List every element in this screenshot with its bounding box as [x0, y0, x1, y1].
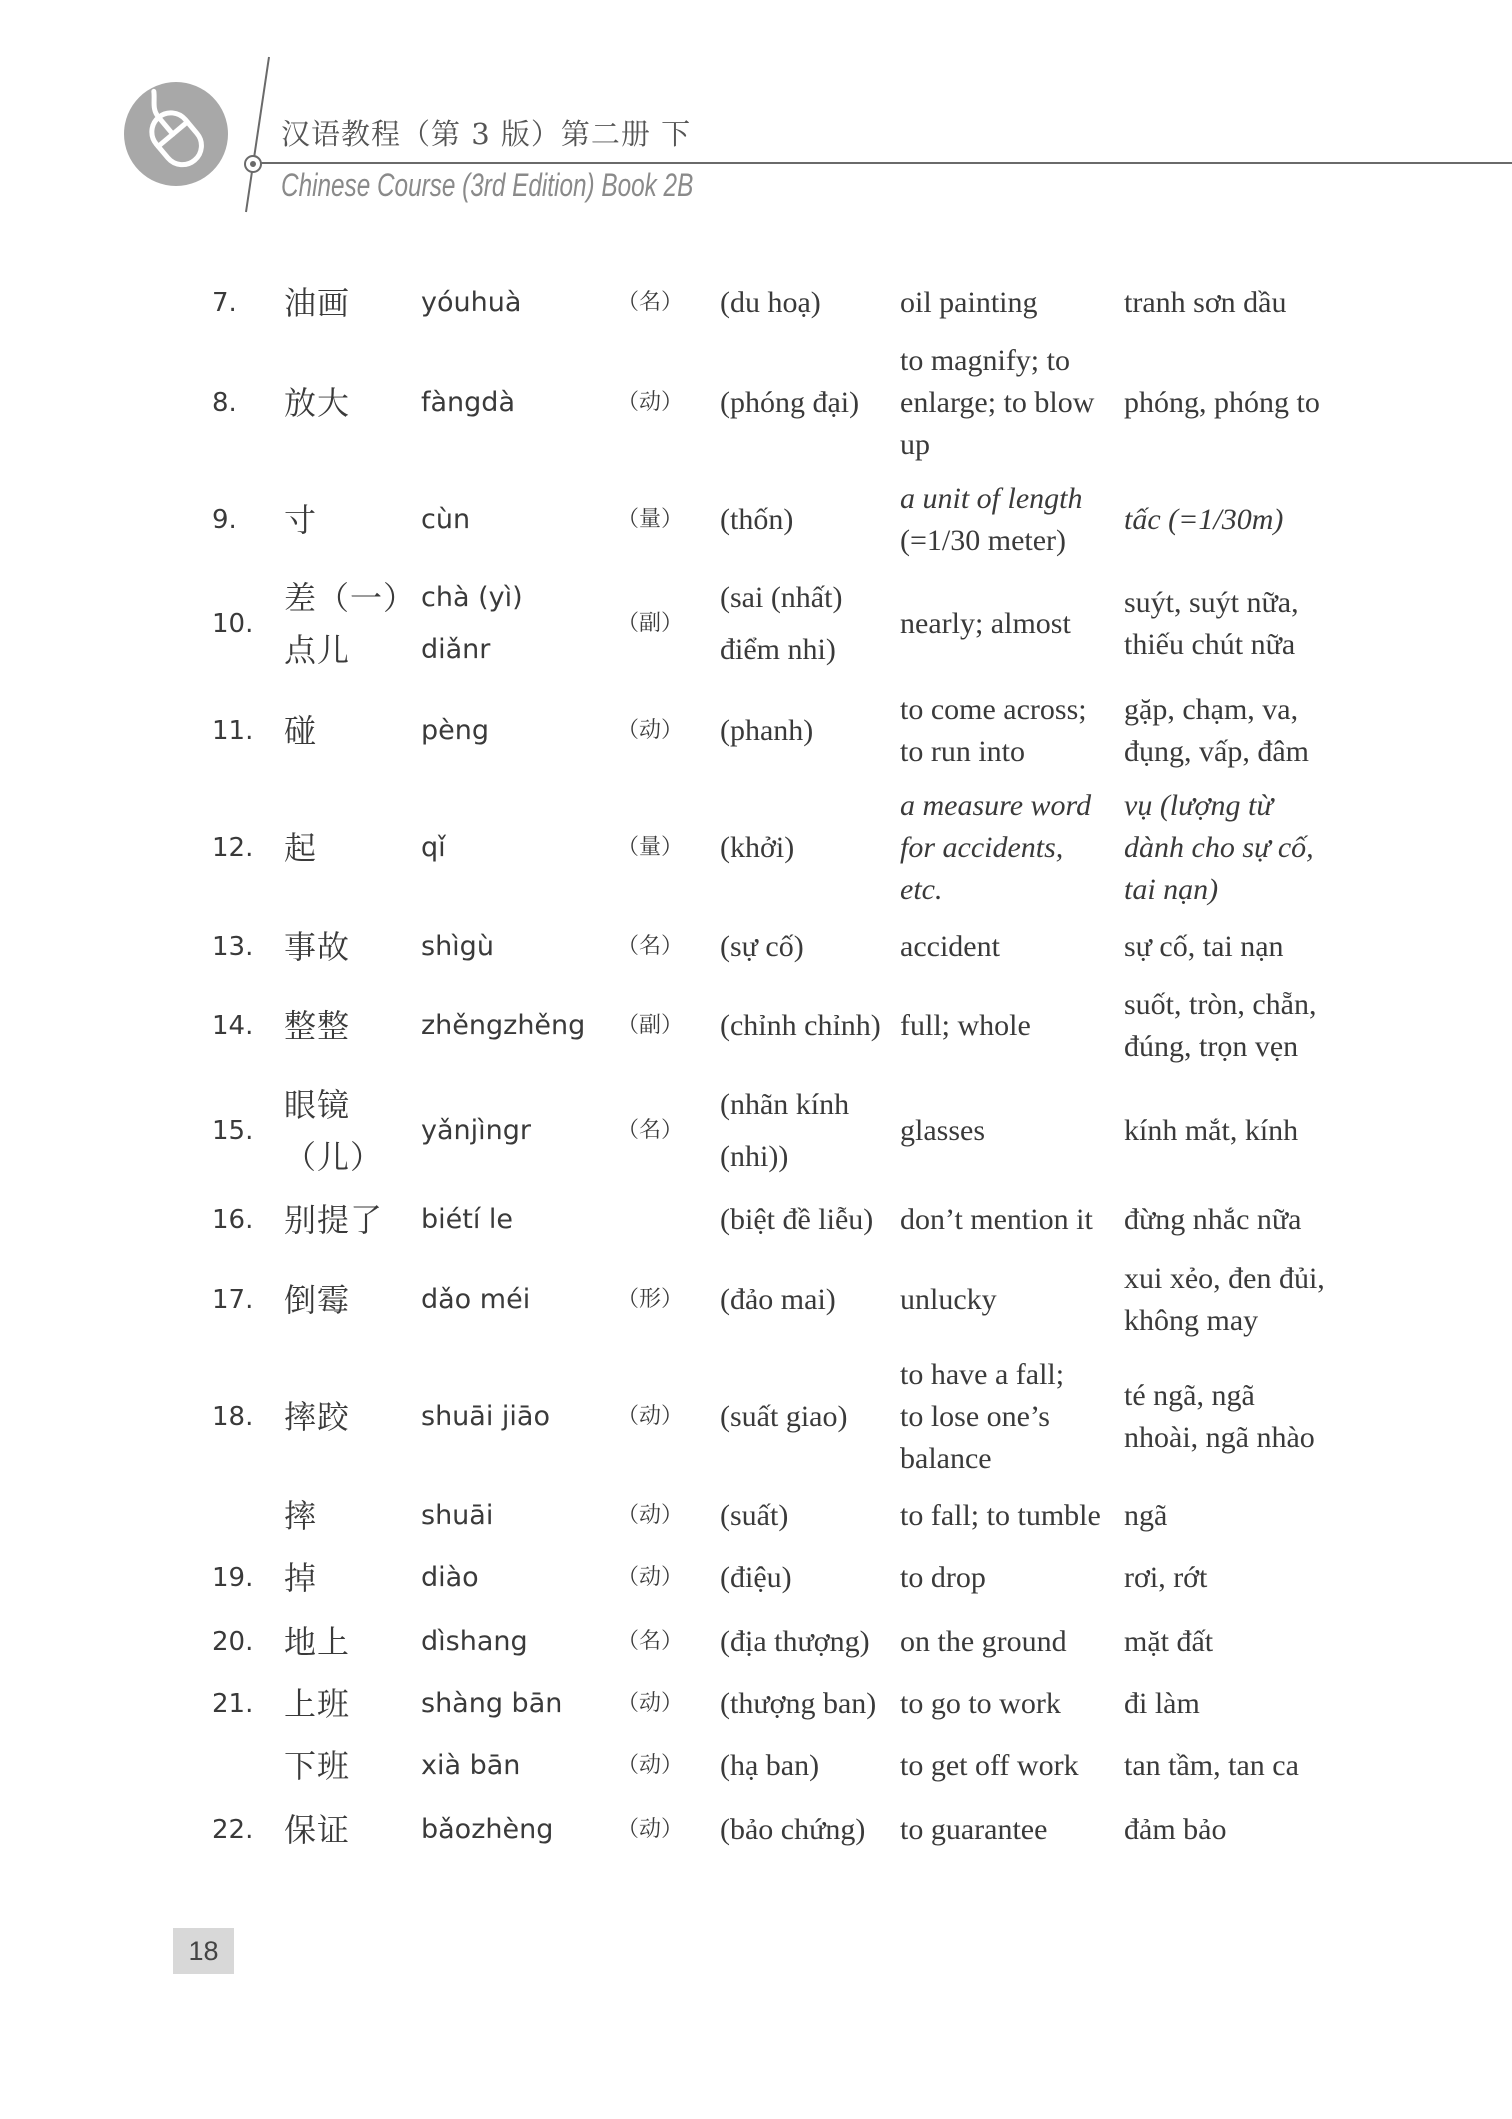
- part-of-speech: （形）: [617, 1287, 684, 1312]
- entry-number: 19.: [212, 1563, 254, 1593]
- english-meaning: unlucky: [900, 1283, 997, 1316]
- vocab-row: [0, 1076, 1512, 1186]
- pinyin-cell: [421, 1190, 616, 1250]
- entry-number: 8.: [212, 388, 237, 418]
- english-meaning-cell: [900, 1076, 1122, 1186]
- vocab-row: [0, 984, 1512, 1068]
- english-meaning: to guarantee: [900, 1813, 1048, 1846]
- book-title-chinese: 汉语教程（第 3 版）第二册 下: [281, 117, 692, 151]
- english-meaning: to come across; to run into: [900, 693, 1087, 768]
- vietnamese-meaning: phóng, phóng to: [1124, 386, 1320, 419]
- chinese-word: 差（一） 点儿: [284, 579, 417, 669]
- pinyin: cùn: [421, 504, 471, 535]
- chinese-word: 放大: [284, 384, 351, 422]
- vietnamese-meaning: đừng nhắc nữa: [1124, 1203, 1302, 1236]
- part-of-speech: （动）: [617, 1753, 684, 1778]
- sino-vietnamese-reading-cell: [720, 689, 898, 773]
- part-of-speech: （动）: [617, 390, 684, 415]
- vietnamese-meaning: rơi, rớt: [1124, 1561, 1208, 1594]
- sino-vietnamese-reading: (chỉnh chỉnh): [720, 1009, 881, 1042]
- part-of-speech-cell: [617, 340, 717, 466]
- part-of-speech: （量）: [617, 835, 684, 860]
- vocab-row: [0, 1548, 1512, 1608]
- sino-vietnamese-reading-cell: [720, 1486, 898, 1546]
- part-of-speech-cell: [617, 1258, 717, 1342]
- pinyin: bǎozhèng: [421, 1814, 554, 1845]
- english-meaning-cell: [900, 917, 1122, 977]
- entry-number-cell: [212, 1612, 282, 1672]
- english-meaning-cell: [900, 785, 1122, 911]
- entry-number-cell: [212, 1548, 282, 1608]
- vietnamese-meaning: gặp, chạm, va, đụng, vấp, đâm: [1124, 693, 1309, 768]
- entry-number: 12.: [212, 833, 254, 863]
- part-of-speech: （名）: [617, 934, 684, 959]
- pinyin-cell: [421, 1612, 616, 1672]
- english-meaning-cell: [900, 569, 1122, 679]
- vocab-row: [0, 569, 1512, 679]
- part-of-speech: （名）: [617, 1118, 684, 1143]
- part-of-speech-cell: [617, 1548, 717, 1608]
- entry-number-cell: [212, 689, 282, 773]
- sino-vietnamese-reading: (đảo mai): [720, 1283, 836, 1316]
- entry-number-cell: [212, 917, 282, 977]
- pinyin: yóuhuà: [421, 287, 522, 318]
- english-meaning: glasses: [900, 1114, 985, 1147]
- sino-vietnamese-reading: (địa thượng): [720, 1625, 870, 1658]
- vietnamese-meaning-cell: [1124, 917, 1454, 977]
- sino-vietnamese-reading: (sự cố): [720, 930, 804, 963]
- pinyin: dìshang: [421, 1626, 528, 1657]
- sino-vietnamese-reading-cell: [720, 1190, 898, 1250]
- vietnamese-meaning: xui xẻo, đen đủi, không may: [1124, 1262, 1325, 1337]
- entry-number: 22.: [212, 1815, 254, 1845]
- pinyin: fàngdà: [421, 387, 515, 418]
- sino-vietnamese-reading-cell: [720, 569, 898, 679]
- entry-number-cell: [212, 478, 282, 562]
- english-meaning-cell: [900, 1612, 1122, 1672]
- vocab-row: [0, 1354, 1512, 1480]
- vietnamese-meaning: đi làm: [1124, 1687, 1200, 1720]
- entry-number-cell: [212, 1354, 282, 1480]
- pinyin-cell: [421, 984, 616, 1068]
- sino-vietnamese-reading-cell: [720, 340, 898, 466]
- english-meaning-cell: [900, 1800, 1122, 1860]
- chinese-word-cell: [284, 689, 419, 773]
- chinese-word-cell: [284, 1548, 419, 1608]
- entry-number-cell: [212, 1800, 282, 1860]
- part-of-speech-cell: [617, 1076, 717, 1186]
- english-meaning-cell: [900, 1674, 1122, 1734]
- chinese-word-cell: [284, 1486, 419, 1546]
- part-of-speech-cell: [617, 1800, 717, 1860]
- entry-number-cell: [212, 1736, 282, 1796]
- sino-vietnamese-reading: (suất giao): [720, 1400, 848, 1433]
- sino-vietnamese-reading: (phóng đại): [720, 386, 860, 419]
- english-meaning: full; whole: [900, 1009, 1031, 1042]
- part-of-speech-cell: [617, 569, 717, 679]
- book-title-english: Chinese Course (3rd Edition) Book 2B: [281, 167, 694, 203]
- part-of-speech-cell: [617, 1612, 717, 1672]
- pinyin-cell: [421, 1800, 616, 1860]
- chinese-word-cell: [284, 1674, 419, 1734]
- vietnamese-meaning-cell: [1124, 1800, 1454, 1860]
- chinese-word-cell: [284, 478, 419, 562]
- pinyin-cell: [421, 689, 616, 773]
- english-meaning: to drop: [900, 1561, 986, 1594]
- vocab-row: [0, 478, 1512, 562]
- entry-number: 11.: [212, 716, 254, 746]
- pinyin-cell: [421, 340, 616, 466]
- english-meaning: a unit of length: [900, 482, 1083, 515]
- sino-vietnamese-reading: (sai (nhất) điểm nhi): [720, 581, 843, 666]
- part-of-speech-cell: [617, 785, 717, 911]
- sino-vietnamese-reading-cell: [720, 785, 898, 911]
- english-meaning: to magnify; to enlarge; to blow up: [900, 344, 1095, 461]
- chinese-word-cell: [284, 1800, 419, 1860]
- pinyin-cell: [421, 273, 616, 333]
- chinese-word-cell: [284, 1354, 419, 1480]
- vietnamese-meaning: đảm bảo: [1124, 1813, 1227, 1846]
- chinese-word-cell: [284, 1258, 419, 1342]
- pinyin: shuāi jiāo: [421, 1401, 550, 1432]
- sino-vietnamese-reading-cell: [720, 273, 898, 333]
- entry-number-cell: [212, 1258, 282, 1342]
- chinese-word: 摔跤: [284, 1398, 351, 1436]
- entry-number-cell: [212, 1674, 282, 1734]
- english-meaning: nearly; almost: [900, 607, 1071, 640]
- sino-vietnamese-reading-cell: [720, 1548, 898, 1608]
- vietnamese-meaning-cell: [1124, 1736, 1454, 1796]
- vietnamese-meaning: tan tầm, tan ca: [1124, 1749, 1299, 1782]
- vietnamese-meaning-cell: [1124, 1354, 1454, 1480]
- pinyin: shuāi: [421, 1500, 494, 1531]
- pinyin: zhěngzhěng: [421, 1010, 586, 1041]
- vietnamese-meaning: kính mắt, kính: [1124, 1114, 1299, 1147]
- pinyin-cell: [421, 478, 616, 562]
- vocab-row: [0, 273, 1512, 333]
- page-number: 18: [173, 1928, 234, 1974]
- pinyin-cell: [421, 1486, 616, 1546]
- pinyin: xià bān: [421, 1750, 521, 1781]
- part-of-speech: （动）: [617, 718, 684, 743]
- vietnamese-meaning: sự cố, tai nạn: [1124, 930, 1284, 963]
- entry-number: 10.: [212, 609, 254, 639]
- part-of-speech: （量）: [617, 507, 684, 532]
- sino-vietnamese-reading-cell: [720, 478, 898, 562]
- part-of-speech-cell: [617, 1736, 717, 1796]
- chinese-word-cell: [284, 785, 419, 911]
- vietnamese-meaning-cell: [1124, 1674, 1454, 1734]
- chinese-word: 保证: [284, 1811, 351, 1849]
- vietnamese-meaning-cell: [1124, 1612, 1454, 1672]
- vietnamese-meaning: suýt, suýt nữa, thiếu chút nữa: [1124, 586, 1299, 661]
- sino-vietnamese-reading: (du hoạ): [720, 286, 821, 319]
- pinyin: biétí le: [421, 1204, 514, 1235]
- vietnamese-meaning: té ngã, ngã nhoài, ngã nhào: [1124, 1379, 1315, 1454]
- chinese-word-cell: [284, 917, 419, 977]
- chinese-word: 别提了: [284, 1201, 384, 1239]
- part-of-speech: （动）: [617, 1691, 684, 1716]
- vietnamese-meaning: ngã: [1124, 1499, 1168, 1532]
- part-of-speech-cell: [617, 1674, 717, 1734]
- english-meaning: don’t mention it: [900, 1203, 1093, 1236]
- sino-vietnamese-reading: (biệt đề liễu): [720, 1203, 874, 1236]
- entry-number: 7.: [212, 288, 237, 318]
- entry-number: 20.: [212, 1627, 254, 1657]
- part-of-speech-cell: [617, 1354, 717, 1480]
- sino-vietnamese-reading-cell: [720, 1674, 898, 1734]
- entry-number: 14.: [212, 1011, 254, 1041]
- vietnamese-meaning: suốt, tròn, chẵn, đúng, trọn vẹn: [1124, 988, 1317, 1063]
- vocab-row: [0, 1736, 1512, 1796]
- pinyin-cell: [421, 1548, 616, 1608]
- vietnamese-meaning-cell: [1124, 1190, 1454, 1250]
- english-meaning-cell: [900, 984, 1122, 1068]
- vocab-row: [0, 1258, 1512, 1342]
- english-meaning-cell: [900, 689, 1122, 773]
- english-meaning: to fall; to tumble: [900, 1499, 1101, 1532]
- part-of-speech-cell: [617, 917, 717, 977]
- chinese-word-cell: [284, 273, 419, 333]
- entry-number-cell: [212, 569, 282, 679]
- part-of-speech: （动）: [617, 1817, 684, 1842]
- pinyin-cell: [421, 1354, 616, 1480]
- pinyin: shìgù: [421, 931, 494, 962]
- pinyin-cell: [421, 1076, 616, 1186]
- entry-number: 13.: [212, 932, 254, 962]
- english-meaning-cell: [900, 340, 1122, 466]
- sino-vietnamese-reading: (khởi): [720, 831, 795, 864]
- part-of-speech-cell: [617, 984, 717, 1068]
- chinese-word-cell: [284, 984, 419, 1068]
- pinyin-cell: [421, 569, 616, 679]
- vocab-row: [0, 340, 1512, 466]
- chinese-word: 整整: [284, 1007, 351, 1045]
- part-of-speech: （动）: [617, 1404, 684, 1429]
- vietnamese-meaning: vụ (lượng từ dành cho sự cố, tai nạn): [1124, 789, 1314, 906]
- entry-number: 15.: [212, 1116, 254, 1146]
- chinese-word: 倒霉: [284, 1281, 351, 1319]
- sino-vietnamese-reading-cell: [720, 1612, 898, 1672]
- pinyin: pèng: [421, 715, 490, 746]
- sino-vietnamese-reading: (thốn): [720, 503, 794, 536]
- vocab-row: [0, 689, 1512, 773]
- english-meaning: accident: [900, 930, 1000, 963]
- sino-vietnamese-reading: (nhãn kính (nhi)): [720, 1088, 850, 1173]
- chinese-word-cell: [284, 1612, 419, 1672]
- vocab-row: [0, 785, 1512, 911]
- english-meaning-cell: [900, 1354, 1122, 1480]
- pinyin-cell: [421, 785, 616, 911]
- vocab-row: [0, 1486, 1512, 1546]
- english-meaning-cell: [900, 1190, 1122, 1250]
- entry-number: 17.: [212, 1285, 254, 1315]
- vietnamese-meaning-cell: [1124, 1076, 1454, 1186]
- sino-vietnamese-reading: (thượng ban): [720, 1687, 877, 1720]
- vietnamese-meaning: tranh sơn dầu: [1124, 286, 1287, 319]
- entry-number-cell: [212, 785, 282, 911]
- sino-vietnamese-reading-cell: [720, 984, 898, 1068]
- english-meaning-cell: [900, 1736, 1122, 1796]
- entry-number-cell: [212, 1486, 282, 1546]
- vietnamese-meaning-cell: [1124, 689, 1454, 773]
- entry-number-cell: [212, 1076, 282, 1186]
- vietnamese-meaning-cell: [1124, 984, 1454, 1068]
- chinese-word-cell: [284, 340, 419, 466]
- chinese-word: 摔: [284, 1497, 318, 1535]
- english-meaning-cell: [900, 1258, 1122, 1342]
- vietnamese-meaning-cell: [1124, 478, 1454, 562]
- pinyin: yǎnjìngr: [421, 1115, 531, 1146]
- part-of-speech-cell: [617, 689, 717, 773]
- part-of-speech: （名）: [617, 1629, 684, 1654]
- chinese-word: 寸: [284, 501, 318, 539]
- vietnamese-meaning: mặt đất: [1124, 1625, 1214, 1658]
- english-meaning: a measure word for accidents, etc.: [900, 789, 1092, 906]
- english-meaning: to have a fall; to lose one’s balance: [900, 1358, 1065, 1475]
- part-of-speech: （动）: [617, 1565, 684, 1590]
- entry-number: 21.: [212, 1689, 254, 1719]
- entry-number: 18.: [212, 1402, 254, 1432]
- pinyin: diào: [421, 1562, 479, 1593]
- english-meaning-cell: [900, 1486, 1122, 1546]
- sino-vietnamese-reading-cell: [720, 1354, 898, 1480]
- english-meaning-cell: [900, 1548, 1122, 1608]
- pinyin: dǎo méi: [421, 1284, 531, 1315]
- part-of-speech: （副）: [617, 1013, 684, 1038]
- pinyin: chà (yì) diǎnr: [421, 582, 523, 665]
- sino-vietnamese-reading: (bảo chứng): [720, 1813, 866, 1846]
- sino-vietnamese-reading: (hạ ban): [720, 1749, 820, 1782]
- sino-vietnamese-reading: (phanh): [720, 714, 814, 747]
- sino-vietnamese-reading-cell: [720, 1076, 898, 1186]
- english-meaning: oil painting: [900, 286, 1038, 319]
- english-meaning-note: (=1/30 meter): [900, 524, 1067, 557]
- part-of-speech: （动）: [617, 1503, 684, 1528]
- vietnamese-meaning-cell: [1124, 1548, 1454, 1608]
- sino-vietnamese-reading: (suất): [720, 1499, 789, 1532]
- english-meaning: to go to work: [900, 1687, 1061, 1720]
- chinese-word: 下班: [284, 1747, 351, 1785]
- chinese-word-cell: [284, 1736, 419, 1796]
- vietnamese-meaning-cell: [1124, 569, 1454, 679]
- chinese-word: 碰: [284, 712, 318, 750]
- pinyin: qǐ: [421, 832, 446, 863]
- chinese-word: 起: [284, 829, 318, 867]
- vocab-row: [0, 917, 1512, 977]
- english-meaning-cell: [900, 273, 1122, 333]
- sino-vietnamese-reading-cell: [720, 1258, 898, 1342]
- sino-vietnamese-reading-cell: [720, 1736, 898, 1796]
- part-of-speech: （名）: [617, 290, 684, 315]
- part-of-speech-cell: [617, 478, 717, 562]
- chinese-word: 掉: [284, 1559, 318, 1597]
- chinese-word-cell: [284, 569, 419, 679]
- english-meaning-cell: [900, 478, 1122, 562]
- chinese-word: 眼镜 （儿）: [284, 1086, 384, 1176]
- chinese-word: 油画: [284, 284, 351, 322]
- pinyin: shàng bān: [421, 1688, 563, 1719]
- part-of-speech-cell: [617, 1486, 717, 1546]
- entry-number-cell: [212, 984, 282, 1068]
- sino-vietnamese-reading-cell: [720, 917, 898, 977]
- entry-number: 16.: [212, 1205, 254, 1235]
- pinyin-cell: [421, 1674, 616, 1734]
- vietnamese-meaning-cell: [1124, 785, 1454, 911]
- vietnamese-meaning: tấc (=1/30m): [1124, 503, 1284, 536]
- part-of-speech-cell: [617, 1190, 717, 1250]
- entry-number: 9.: [212, 505, 237, 535]
- english-meaning: to get off work: [900, 1749, 1079, 1782]
- vocab-row: [0, 1612, 1512, 1672]
- vietnamese-meaning-cell: [1124, 1486, 1454, 1546]
- chinese-word: 地上: [284, 1623, 351, 1661]
- vocab-row: [0, 1800, 1512, 1860]
- vocab-row: [0, 1190, 1512, 1250]
- entry-number-cell: [212, 273, 282, 333]
- vietnamese-meaning-cell: [1124, 273, 1454, 333]
- vietnamese-meaning-cell: [1124, 1258, 1454, 1342]
- chinese-word-cell: [284, 1076, 419, 1186]
- chinese-word: 事故: [284, 928, 351, 966]
- chinese-word-cell: [284, 1190, 419, 1250]
- entry-number-cell: [212, 1190, 282, 1250]
- sino-vietnamese-reading: (điệu): [720, 1561, 792, 1594]
- entry-number-cell: [212, 340, 282, 466]
- sino-vietnamese-reading-cell: [720, 1800, 898, 1860]
- chinese-word: 上班: [284, 1685, 351, 1723]
- english-meaning: on the ground: [900, 1625, 1067, 1658]
- vietnamese-meaning-cell: [1124, 340, 1454, 466]
- pinyin-cell: [421, 1258, 616, 1342]
- part-of-speech: （副）: [617, 611, 684, 636]
- part-of-speech-cell: [617, 273, 717, 333]
- pinyin-cell: [421, 1736, 616, 1796]
- pinyin-cell: [421, 917, 616, 977]
- vocab-row: [0, 1674, 1512, 1734]
